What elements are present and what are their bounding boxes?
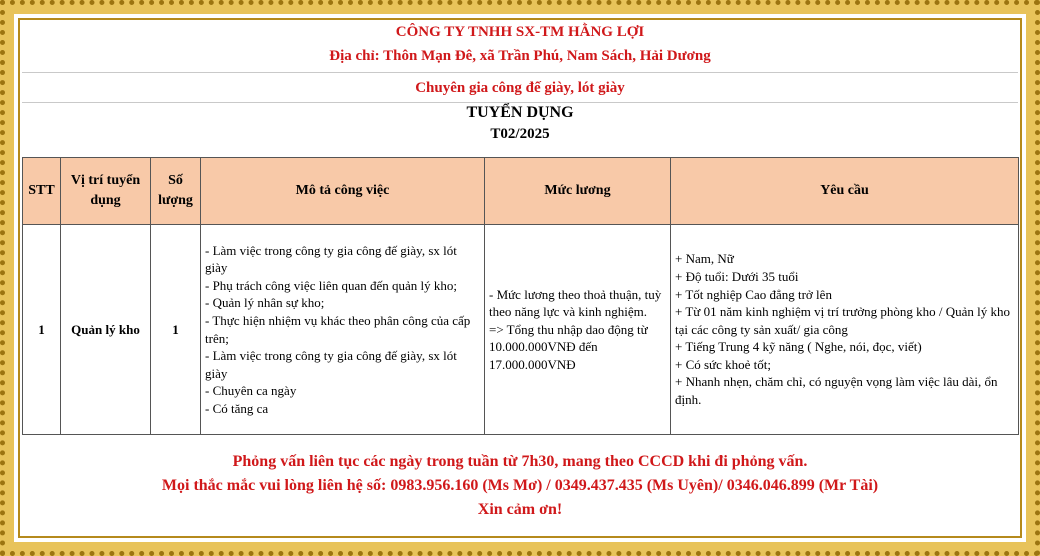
company-address: Địa chỉ: Thôn Mạn Đê, xã Trần Phú, Nam Sách, Hải Dương: [329, 48, 711, 64]
recruitment-notice: [22, 20, 1018, 534]
description-line: - Quản lý nhân sự kho;: [205, 295, 325, 311]
requirement-line: + Độ tuổi: Dưới 35 tuổi: [675, 268, 799, 284]
requirement-line: + Tốt nghiệp Cao đẳng trở lên: [675, 286, 832, 302]
cell-quantity: 1: [151, 225, 201, 435]
cell-stt: 1: [23, 225, 61, 435]
notice-title: TUYỂN DỤNG: [466, 104, 574, 121]
col-header-stt: STT: [23, 158, 61, 225]
col-header-description: Mô tả công việc: [201, 158, 485, 225]
requirement-line: + Có sức khoẻ tốt;: [675, 356, 771, 372]
requirement-line: + Từ 01 năm kinh nghiệm vị trí trưởng phòng kho / Quản lý kho tại các công ty sản xuất/ gia công: [675, 304, 1010, 337]
cell-requirements: [671, 225, 1019, 435]
col-header-requirements: Yêu cầu: [671, 158, 1019, 225]
company-specialty: Chuyên gia công đế giày, lót giày: [415, 80, 625, 96]
description-line: - Thực hiện nhiệm vụ khác theo phân công của cấp trên;: [205, 312, 471, 346]
divider: [22, 72, 1018, 73]
table-row: [23, 225, 1019, 435]
col-header-quantity: Số lượng: [151, 158, 201, 225]
description-line: - Phụ trách công việc liên quan đến quản lý kho;: [205, 277, 457, 293]
thank-you-note: Xin cảm ơn!: [477, 501, 563, 518]
interview-note: Phỏng vấn liên tục các ngày trong tuần từ 7h30, mang theo CCCD khi đi phỏng vấn.: [232, 453, 808, 470]
description-line: - Chuyên ca ngày: [205, 383, 297, 399]
col-header-position: Vị trí tuyển dụng: [61, 158, 151, 225]
cell-description: [201, 225, 485, 435]
company-name: CÔNG TY TNHH SX-TM HẰNG LỢI: [395, 24, 645, 40]
cell-salary: [485, 225, 671, 435]
salary-line: => Tổng thu nhập dao động từ 10.000.000VNĐ đến 17.000.000VNĐ: [489, 321, 648, 372]
notice-period: T02/2025: [490, 126, 550, 142]
cell-position: Quản lý kho: [61, 225, 151, 435]
table-header-row: [23, 158, 1019, 225]
col-header-salary: Mức lương: [485, 158, 671, 225]
description-line: - Làm việc trong công ty gia công đế giày, sx lót giày: [205, 348, 457, 381]
requirement-line: + Nhanh nhẹn, chăm chỉ, có nguyện vọng làm việc lâu dài, ổn định.: [675, 374, 998, 408]
description-line: - Làm việc trong công ty gia công đế giày, sx lót giày: [205, 242, 457, 276]
contact-note: Mọi thắc mắc vui lòng liên hệ số: 0983.956.160 (Ms Mơ) / 0349.437.435 (Ms Uyên)/ 0346.046.899 (Mr Tài): [161, 477, 879, 494]
requirement-line: + Nam, Nữ: [675, 251, 734, 267]
requirement-line: + Tiếng Trung 4 kỹ năng ( Nghe, nói, đọc, viết): [675, 339, 922, 355]
description-line: - Có tăng ca: [205, 400, 269, 416]
footer-notes: [22, 450, 1018, 522]
jobs-table: [22, 157, 1019, 435]
salary-line: - Mức lương theo thoả thuận, tuỳ theo năng lực và kinh nghiệm.: [489, 286, 662, 320]
divider: [22, 102, 1018, 103]
